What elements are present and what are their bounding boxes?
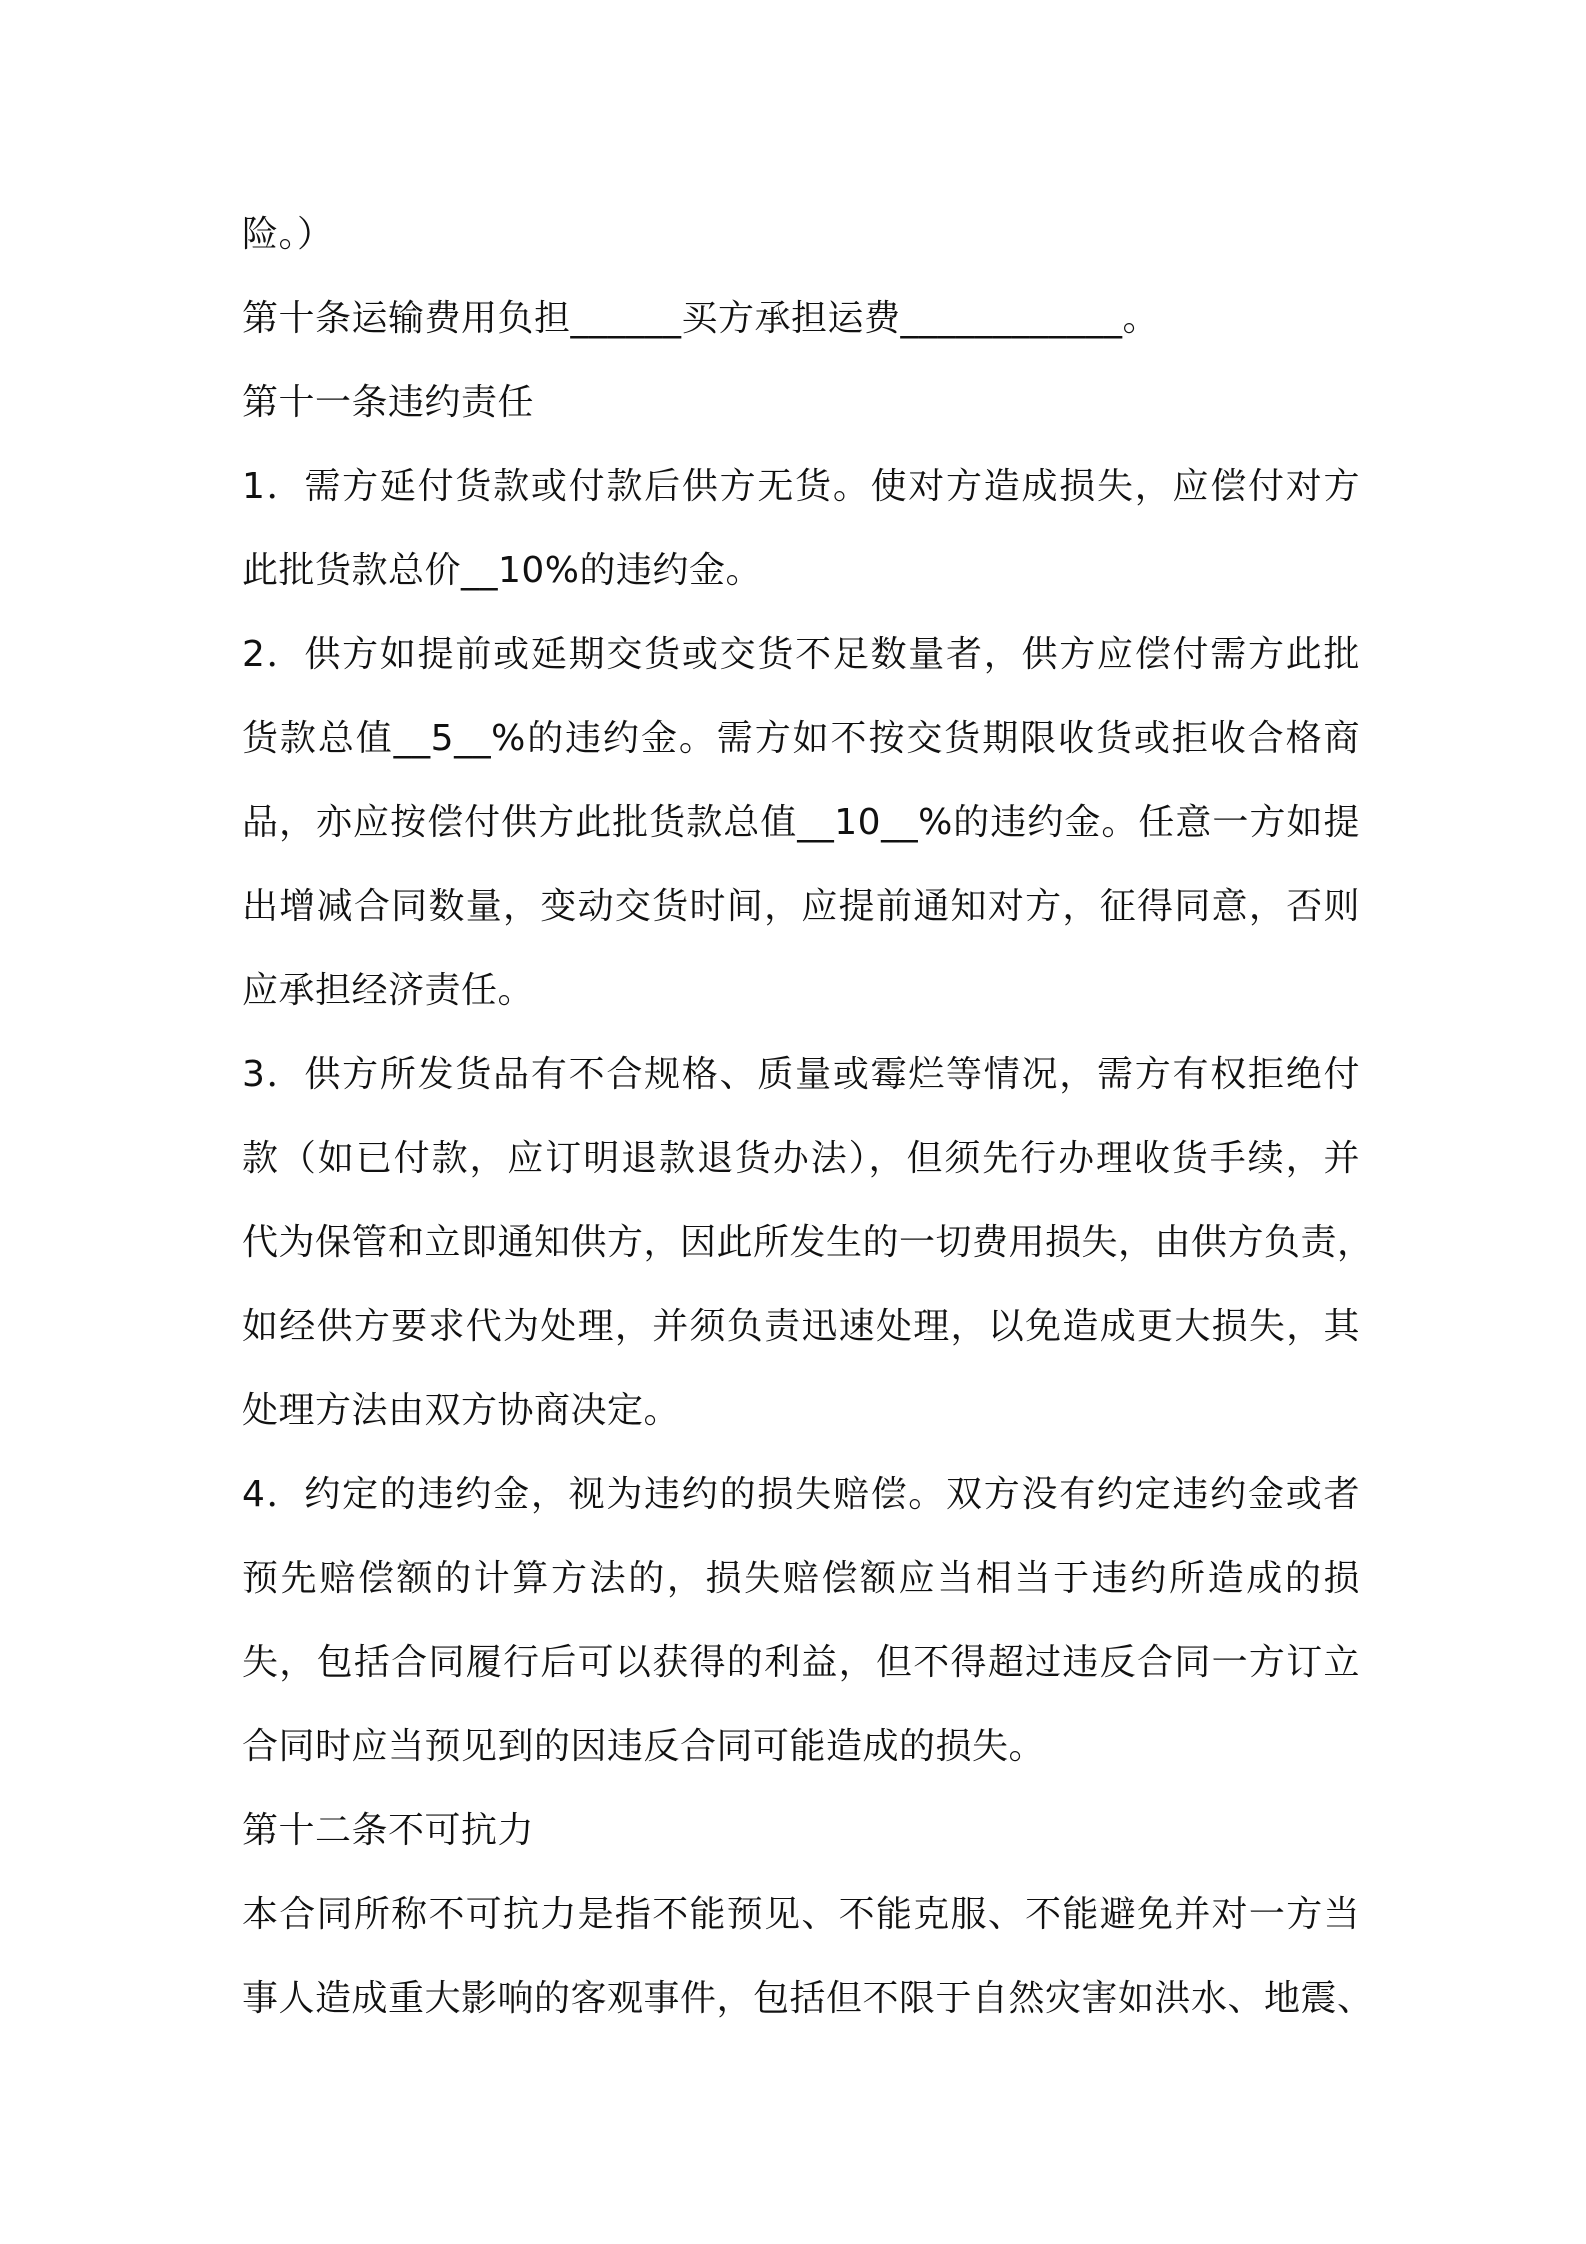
text-line: 代为保管和立即通知供方，因此所发生的一切费用损失，由供方负责， (242, 1222, 1374, 1263)
text-line: 本合同所称不可抗力是指不能预见、不能克服、不能避免并对一方当 (242, 1894, 1360, 1935)
contract-text (242, 193, 1374, 2041)
text-line: 处理方法由双方协商决定。 (242, 1390, 681, 1431)
text-line: 出增减合同数量，变动交货时间，应提前通知对方，征得同意，否则 (242, 886, 1360, 927)
text-line: 货款总值__5__%的违约金。需方如不按交货期限收货或拒收合格商 (242, 718, 1360, 759)
text-line: 1．需方延付货款或付款后供方无货。使对方造成损失，应偿付对方 (242, 466, 1360, 507)
text-line: 4．约定的违约金，视为违约的损失赔偿。双方没有约定违约金或者 (242, 1474, 1360, 1515)
text-line: 款（如已付款，应订明退款退货办法），但须先行办理收货手续，并 (242, 1138, 1360, 1179)
text-line: 2．供方如提前或延期交货或交货不足数量者，供方应偿付需方此批 (242, 634, 1360, 675)
section-heading: 第十一条违约责任 (242, 382, 535, 423)
text-line: 第十条运输费用负担______买方承担运费____________。 (242, 298, 1160, 339)
text-line: 合同时应当预见到的因违反合同可能造成的损失。 (242, 1726, 1046, 1767)
text-line: 此批货款总价__10%的违约金。 (242, 550, 763, 591)
text-line: 3．供方所发货品有不合规格、质量或霉烂等情况，需方有权拒绝付 (242, 1054, 1360, 1095)
text-line: 失，包括合同履行后可以获得的利益，但不得超过违反合同一方订立 (242, 1642, 1360, 1683)
text-line: 事人造成重大影响的客观事件，包括但不限于自然灾害如洪水、地震、 (242, 1978, 1374, 2019)
text-line: 险。） (242, 214, 334, 255)
text-line: 如经供方要求代为处理，并须负责迅速处理，以免造成更大损失，其 (242, 1306, 1360, 1347)
text-line: 预先赔偿额的计算方法的，损失赔偿额应当相当于违约所造成的损 (242, 1558, 1360, 1599)
text-line: 品，亦应按偿付供方此批货款总值__10__%的违约金。任意一方如提 (242, 802, 1360, 843)
text-line: 应承担经济责任。 (242, 970, 535, 1011)
section-heading: 第十二条不可抗力 (242, 1810, 535, 1851)
